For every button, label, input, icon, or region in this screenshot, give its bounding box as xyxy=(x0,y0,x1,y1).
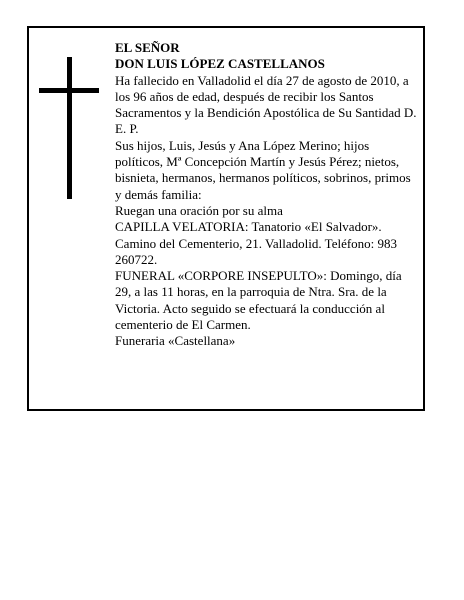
wake-location: CAPILLA VELATORIA: Tanatorio «El Salvador». Camino del Cementerio, 21. Valladolid. Teléfono: 983 260722. xyxy=(115,219,398,267)
cross-icon xyxy=(39,57,99,199)
cross-horizontal-bar xyxy=(39,88,99,93)
prayer-request: Ruegan una oración por su alma xyxy=(115,202,283,218)
obituary-notice xyxy=(27,26,425,411)
family-list: Sus hijos, Luis, Jesús y Ana López Merino; hijos políticos, Mª Concepción Martín y Jesús Pérez; nietos, bisnieta, hermanos, hermanos políticos, sobrinos, primos y demás familia: xyxy=(115,137,411,202)
deceased-name: DON LUIS LÓPEZ CASTELLANOS xyxy=(115,56,325,72)
notice-title: EL SEÑOR xyxy=(115,40,180,55)
death-announcement: Ha fallecido en Valladolid el día 27 de agosto de 2010, a los 96 años de edad, después de recibir los Santos Sacramentos y la Bendición Apostólica de Su Santidad D. E. P. xyxy=(115,72,417,137)
cross-vertical-bar xyxy=(67,57,72,199)
funeral-details: FUNERAL «CORPORE INSEPULTO»: Domingo, día 29, a las 11 horas, en la parroquia de Ntra. Sra. de la Victoria. Acto seguido se efectuará la conducción al cementerio de El Carmen. xyxy=(115,268,402,333)
notice-text xyxy=(115,40,419,350)
funeral-home: Funeraria «Castellana» xyxy=(115,333,236,349)
